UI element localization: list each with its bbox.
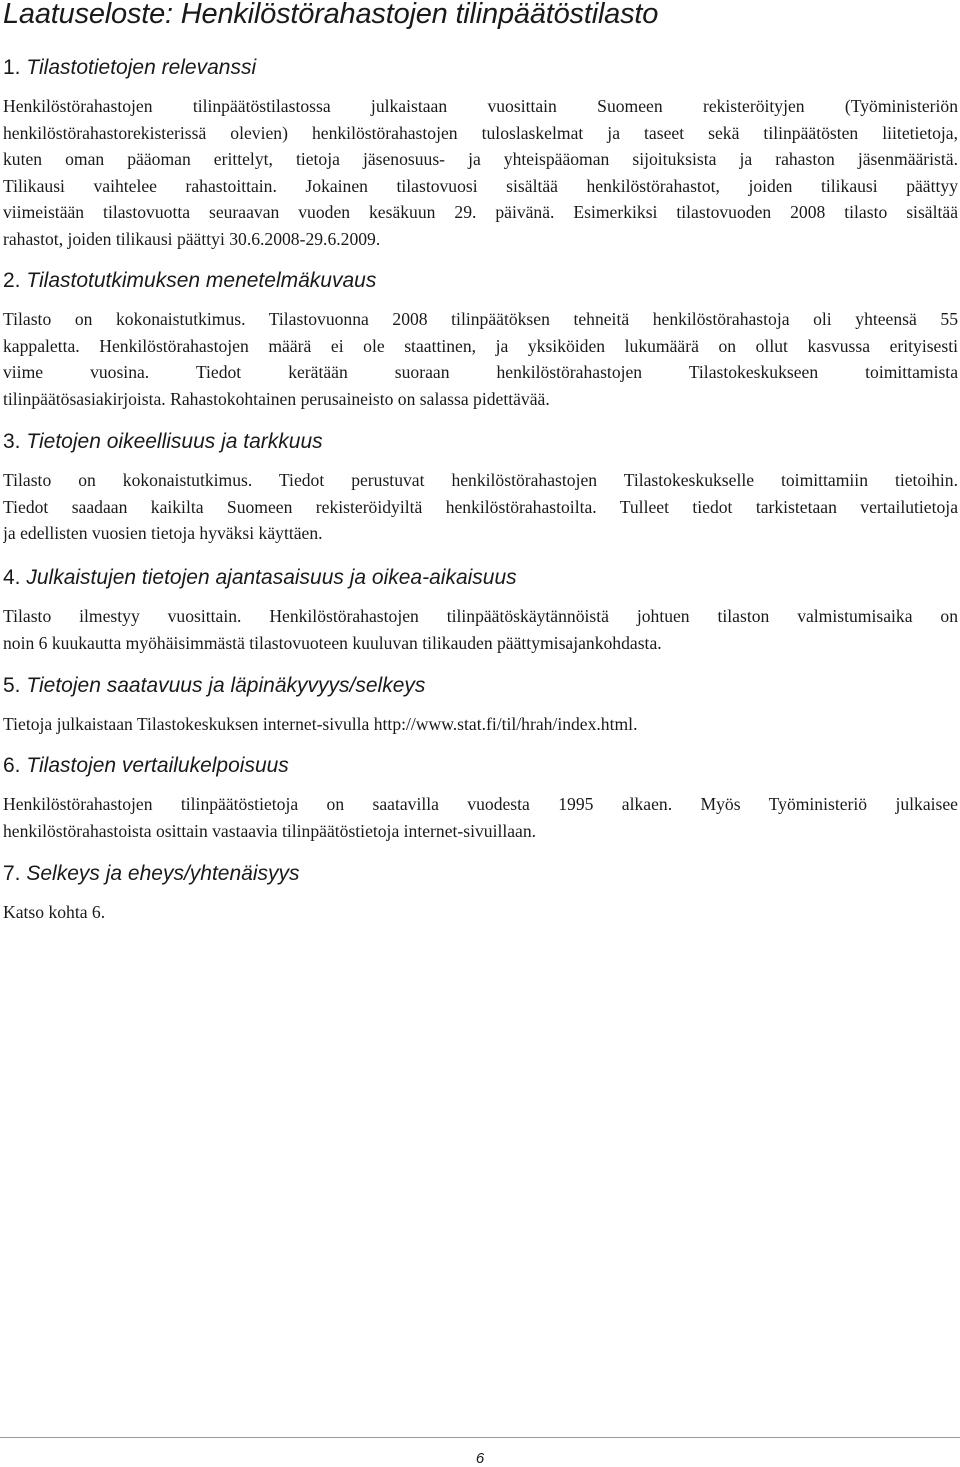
section-2-number: 2.: [3, 269, 21, 292]
section-7-number: 7.: [3, 862, 21, 885]
section-2-paragraph: [3, 306, 958, 412]
section-1-heading: [3, 56, 256, 80]
section-2-line: viime vuosina. Tiedot kerätään suoraan henkilöstörahastojen Tilastokeskukseen toimittamista: [3, 362, 958, 383]
section-1-number: 1.: [3, 56, 21, 79]
section-6-title: Tilastojen vertailukelpoisuus: [26, 754, 289, 777]
section-3-title: Tietojen oikeellisuus ja tarkkuus: [26, 430, 323, 453]
section-2-heading: [3, 269, 376, 293]
section-2-title: Tilastotutkimuksen menetelmäkuvaus: [26, 269, 377, 292]
section-1-line: rahastot, joiden tilikausi päättyi 30.6.2008-29.6.2009.: [3, 228, 381, 249]
section-1-paragraph: [3, 93, 958, 253]
section-1-line: Tilikausi vaihtelee rahastoittain. Jokainen tilastovuosi sisältää henkilöstörahastot, joiden tilikausi päättyy: [3, 175, 958, 196]
section-4-line: Tilasto ilmestyy vuosittain. Henkilöstörahastojen tilinpäätöskäytännöistä johtuen tilaston valmistumisaika on: [3, 606, 958, 626]
section-3-heading: [3, 430, 323, 454]
section-5-line: Tietoja julkaistaan Tilastokeskuksen internet-sivulla http://www.stat.fi/til/hrah/index.html.: [3, 714, 638, 734]
section-3-paragraph: [3, 467, 958, 547]
section-2-line: kappaletta. Henkilöstörahastojen määrä ei ole staattinen, ja yksiköiden lukumäärä on ollut kasvussa erityisesti: [3, 335, 958, 356]
section-5-paragraph: [3, 711, 958, 738]
section-4-number: 4.: [3, 566, 21, 589]
section-6-line: henkilöstörahastoista osittain vastaavia tilinpäätöstietoja internet-sivuillaan.: [3, 820, 537, 841]
section-5-heading: [3, 674, 425, 698]
section-4-line: noin 6 kuukautta myöhäisimmästä tilastovuoteen kuuluvan tilikauden päättymisajankohdasta.: [3, 632, 662, 653]
section-2-line: Tilasto on kokonaistutkimus. Tilastovuonna 2008 tilinpäätöksen tehneitä henkilöstörahastoja oli yhteensä 55: [3, 309, 958, 329]
page-number: 6: [475, 1450, 485, 1467]
section-4-heading: [3, 566, 517, 590]
section-1-line: Henkilöstörahastojen tilinpäätöstilastossa julkaistaan vuosittain Suomeen rekisteröityjen (Työministeriön: [3, 96, 958, 116]
section-1-line: kuten oman pääoman erittelyt, tietoja jäsenosuus- ja yhteispääoman sijoituksista ja rahaston jäsenmääristä.: [3, 149, 958, 170]
section-7-line: Katso kohta 6.: [3, 902, 106, 922]
section-4-title: Julkaistujen tietojen ajantasaisuus ja oikea-aikaisuus: [26, 566, 517, 589]
section-6-number: 6.: [3, 754, 21, 777]
section-7-title: Selkeys ja eheys/yhtenäisyys: [26, 862, 300, 885]
section-3-line: Tiedot saadaan kaikilta Suomeen rekisteröidyiltä henkilöstörahastoilta. Tulleet tiedot tarkistetaan vertailutietoja: [3, 496, 958, 517]
section-7-heading: [3, 862, 300, 886]
footer-divider: [0, 1437, 960, 1438]
section-3-number: 3.: [3, 430, 21, 453]
section-6-line: Henkilöstörahastojen tilinpäätöstietoja on saatavilla vuodesta 1995 alkaen. Myös Työministeriö julkaisee: [3, 794, 958, 814]
section-5-title: Tietojen saatavuus ja läpinäkyvyys/selkeys: [26, 674, 426, 697]
section-1-title: Tilastotietojen relevanssi: [26, 56, 257, 79]
section-3-line: ja edellisten vuosien tietoja hyväksi käyttäen.: [3, 523, 323, 544]
section-1-line: henkilöstörahastorekisterissä olevien) henkilöstörahastojen tuloslaskelmat ja taseet sekä tilinpäätösten liitetietoja,: [3, 122, 958, 143]
section-6-paragraph: [3, 791, 958, 844]
section-4-paragraph: [3, 603, 958, 656]
section-2-line: tilinpäätösasiakirjoista. Rahastokohtainen perusaineisto on salassa pidettävää.: [3, 388, 550, 409]
section-6-heading: [3, 754, 289, 778]
section-7-paragraph: [3, 899, 958, 926]
section-3-line: Tilasto on kokonaistutkimus. Tiedot perustuvat henkilöstörahastojen Tilastokeskukselle toimittamiin tietoihin.: [3, 470, 958, 490]
section-1-line: viimeistään tilastovuotta seuraavan vuoden kesäkuun 29. päivänä. Esimerkiksi tilastovuoden 2008 tilasto sisältää: [3, 202, 958, 223]
section-5-number: 5.: [3, 674, 21, 697]
document-title: Laatuseloste: Henkilöstörahastojen tilinpäätöstilasto: [3, 0, 659, 30]
